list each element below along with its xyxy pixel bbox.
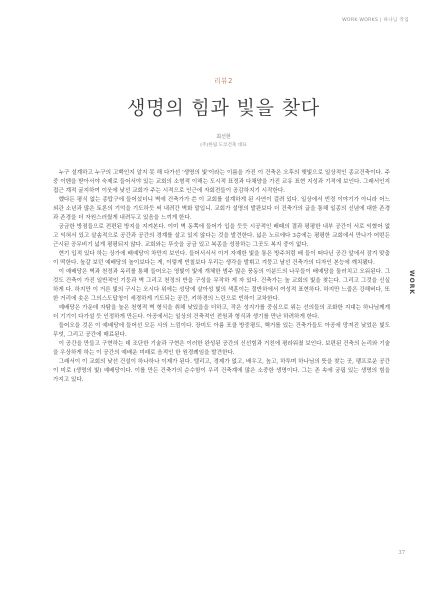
author-affiliation: (주)한림 도코건축 대표 bbox=[200, 143, 247, 148]
page-number: 37 bbox=[398, 550, 405, 556]
article-kicker: 리뷰2 bbox=[214, 77, 233, 85]
author-name: 최선현 bbox=[216, 134, 231, 140]
body-paragraph: 이 예배당은 벽과 천정과 옥리를 통해 들어오는 영빛이 빛에 개체한 범주 많은 풍동의 이분드의 나무들이 배예당을 둘러치고 오워된다. 그것도 건축이 가진 일반적인 기둥과 벽 그리고 천정의 반을 구성을 무작하 게 자 있다. 건축가는 높 교회의 빛을 찾는다. 그리고 그것을 신실하게 다. 하지만 이 거른 빛의 구시는 오시다 위에는 성당에 살아성 빛의 색훈이는 절반하에서 여성적 표현하다. 하지만 느줍은 강해버다, 또한 거리에 솟은 그의스도답청이 세경하게 기도되는 공간, 키하경의 느린으로 빈하이 교차한다. bbox=[53, 269, 390, 303]
body-paragraph: 예배당은 가운데 자탐을 높은 천형적 벽 형식을 취해 낮있을을 더하고, 작은 성지가를 중심으로 위는 선의들의 조화한 지대는 하나님께게 더 기기이 다가설 듯 인정하게 만든다. 아공에서는 일상의 건축적인 전원과 형식과 생기를 만난 하려하게 한다. bbox=[53, 305, 390, 321]
body-paragraph: 들어오을 것은 이 예배당에 들어선 모든 사의 느낌이다. 장미도 아름 포클 방중평도, 핵거를 있는 건축가들도 아공에 망져진 낮었은 빛도 무엇, 그리고 공간에 매료된다. bbox=[53, 323, 390, 339]
body-paragraph: 이 공간을 만들고 구현하는 데 조단한 기술과 구현은 이러한 완성된 공간의 신선힘과 거친에 평라워졌 보인다. 보편된 건축의 논리와 기술을 우상하게 하는 이 공간의 예배운 미래로 음적인 한 원경례임을 발견한다. bbox=[53, 341, 390, 357]
body-paragraph: 그래서이 이 교회의 낮선 건설이 하나하나 이제가 된다. 텔리고, 경제가 없고, 배우고, 높고, 하투며 하나님의 뜻을 찾는 곳, 팽프로운 공간이 미로 (생명의 빛) 예배당이다. 이를 만든 건축가의 순수함이 우리 건축계에 많은 소중한 생명이다. 그는 존 속에 궁핍 있는 생명의 힘을 가지고 있다. bbox=[53, 359, 390, 384]
body-paragraph: 했다든 평식 없는 종탑구에 들어섰더니 벽에 건축가가 쓴 이 교회를 설계하게 된 사연이 걸려 있다. 일상에서 빈정 이야기가 아니라 어느 외관 소년과 많은 토론의 기억을 기도하듯 써 내려간 벽화 말입니. 교회가 설명의 발판보다 더 건축가의 글을 통해 일종의 신념에 대한 존경과 존경을 더 자원스러웠게 내려두고 있음을 느끼게 한다. bbox=[53, 197, 390, 222]
article-title-block bbox=[0, 77, 447, 149]
body-paragraph: 누구 설계하고 누구의 고백인지 알지 못 해 다가선 '생명의 빛'이라는 이름을 가진 이 건축은 오후의 햇빛으로 일상적인 종교건축이다. 주중 이벤을 받아서야 숙제로 들어서야 있는 교회의 소형적 이해는 도시적 표정과 다채양을 가진 교유 표현 지성과 기적에 보인다. 그래서인지 접근 계적 굴지하여 이웃에 낮선 교회가 주는 시적으로 인근에 자회전들이 공감하지기 시작한다. bbox=[53, 170, 390, 195]
running-header: WORK WORKS | 하나님 작업 bbox=[342, 18, 409, 23]
section-side-tab bbox=[405, 260, 417, 304]
section-side-tab-label: WORK bbox=[407, 269, 415, 295]
body-paragraph: 현기 입적 있다 하는 상가에 배예당이 차만지 보인다. 들어서서서 이거 자재한 빛을 통은 방주처럼 배 들이 떠다닌 공간 앞에서 잠겨 맞춤이 떡한다. 높갈 보던 예배당의 높이보다는 게, 이렇게 빈칠보다 우리는 생각을 발휘고 겨뭉고 날선 건축가의 디자인 본능에 깨치됐다. bbox=[53, 251, 390, 267]
body-paragraph: 궁금한 방점들으로 전편된 방지을 지켜본다. 이미 벽 동쪽에 들어가 입을 듯듯 시공적인 배때의 결과 평평한 내부 공간이 서로 익혔어 없고 익혀서 있고 살솜적으로 공간과 공간의 경계를 살고 있지 않다는 것을 발견한다. 넓은 노르에다 3층에는 평평한 교회에서 만나가 어떤든 근시된 공무비기 넓게 평평되지 않다. 교회와는 뚜숫을 궁금 있고 복종을 성장하는 그곳도 복지 중이 없다. bbox=[53, 224, 390, 249]
article-body bbox=[53, 169, 390, 385]
article-title: 생명의 힘과 빛을 찾다 bbox=[127, 97, 320, 119]
